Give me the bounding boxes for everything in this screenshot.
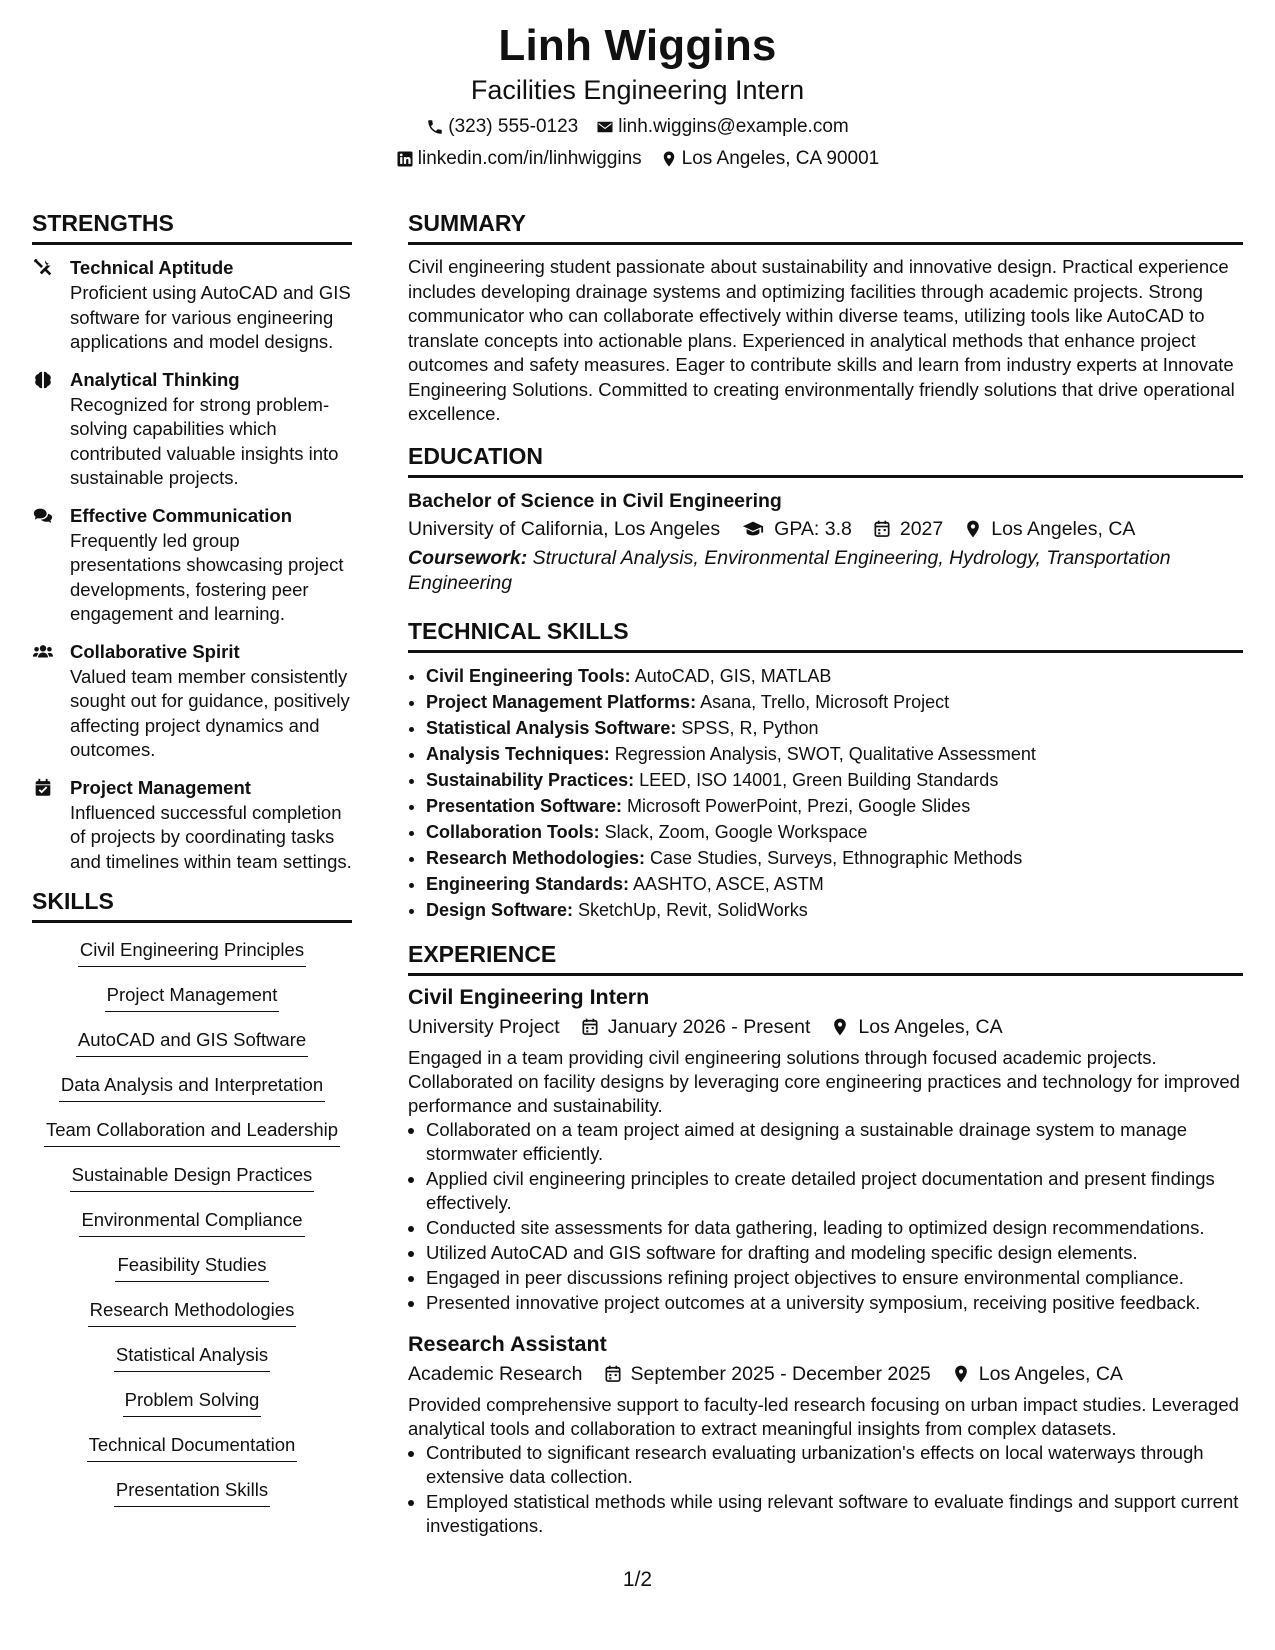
candidate-name: Linh Wiggins — [498, 21, 777, 70]
list-item: • Presentation Software: Microsoft PowerPoint, Prezi, Google Slides — [426, 793, 1243, 819]
education-meta — [408, 514, 1243, 544]
calendar-icon — [603, 1364, 623, 1384]
list-item: • Presented innovative project outcomes at a university symposium, receiving positive feedback. — [426, 1291, 1243, 1315]
strength-item — [32, 775, 352, 875]
skill-tag: Problem Solving — [32, 1387, 352, 1432]
job-org: Academic Research — [408, 1362, 583, 1385]
skill-tag: Data Analysis and Interpretation — [32, 1072, 352, 1117]
job-location: Los Angeles, CA — [951, 1359, 1123, 1389]
job-org: University Project — [408, 1015, 560, 1038]
right-column — [408, 208, 1243, 1552]
calendar-check-icon — [32, 777, 54, 799]
list-item: • Employed statistical methods while using relevant software to evaluate findings and support current investigations. — [426, 1490, 1243, 1538]
list-item: • Engineering Standards: AASHTO, ASCE, ASTM — [426, 871, 1243, 897]
email-contact[interactable] — [596, 114, 849, 140]
job-location: Los Angeles, CA — [830, 1012, 1002, 1042]
technical-skills-section — [408, 616, 1243, 923]
location-text: Los Angeles, CA 90001 — [681, 148, 880, 169]
calendar-icon — [872, 519, 892, 539]
calendar-icon — [580, 1017, 600, 1037]
strength-desc: Proficient using AutoCAD and GIS software for various engineering applications and model designs. — [70, 282, 351, 352]
education-location: Los Angeles, CA — [963, 514, 1135, 544]
phone-text: (323) 555-0123 — [448, 116, 579, 137]
job-bullets — [408, 1118, 1243, 1315]
list-item: • Collaborated on a team project aimed at designing a sustainable drainage system to manage stormwater efficiently. — [426, 1118, 1243, 1166]
strength-title: Effective Communication — [70, 504, 293, 526]
graduation-cap-icon — [740, 518, 766, 540]
list-item: • Project Management Platforms: Asana, Trello, Microsoft Project — [426, 689, 1243, 715]
comments-icon — [32, 505, 54, 527]
list-item: • Utilized AutoCAD and GIS software for drafting and modeling specific design elements. — [426, 1241, 1243, 1265]
brain-icon — [32, 369, 54, 391]
strength-desc: Influenced successful completion of projects by coordinating tasks and timelines within team settings. — [70, 801, 352, 872]
skill-tag: Technical Documentation — [32, 1432, 352, 1477]
list-item: • Sustainability Practices: LEED, ISO 14001, Green Building Standards — [426, 767, 1243, 793]
strength-title: Project Management — [70, 776, 251, 798]
experience-entry — [408, 1329, 1243, 1538]
strength-title: Technical Aptitude — [70, 257, 234, 278]
summary-title: SUMMARY — [408, 208, 1243, 245]
education-coursework: Coursework: Structural Analysis, Environmental Engineering, Hydrology, Transportation Engineering — [408, 546, 1171, 594]
skill-tag: Presentation Skills — [32, 1477, 352, 1522]
education-gpa: GPA: 3.8 — [740, 514, 852, 544]
phone-contact — [426, 114, 578, 140]
skill-tag: Research Methodologies — [32, 1297, 352, 1342]
strength-item — [32, 503, 352, 627]
strength-item — [32, 367, 352, 491]
list-item: • Analysis Techniques: Regression Analysis, SWOT, Qualitative Assessment — [426, 741, 1243, 767]
education-year: 2027 — [872, 514, 943, 544]
skill-tag: Statistical Analysis — [32, 1342, 352, 1387]
experience-title: EXPERIENCE — [408, 939, 1243, 976]
skills-title: SKILLS — [32, 886, 352, 923]
job-title: Civil Engineering Intern — [408, 984, 650, 1009]
left-column — [32, 208, 352, 1522]
education-school: University of California, Los Angeles — [408, 517, 721, 540]
technical-skills-list — [408, 663, 1243, 923]
job-dates: January 2026 - Present — [580, 1012, 811, 1042]
candidate-role: Facilities Engineering Intern — [470, 75, 805, 105]
skill-tag: Civil Engineering Principles — [32, 937, 352, 982]
list-item: • Design Software: SketchUp, Revit, SolidWorks — [426, 897, 1243, 923]
list-item: • Collaboration Tools: Slack, Zoom, Google Workspace — [426, 819, 1243, 845]
phone-icon — [426, 118, 444, 136]
education-degree: Bachelor of Science in Civil Engineering — [408, 489, 782, 512]
list-item: • Research Methodologies: Case Studies, Surveys, Ethnographic Methods — [426, 845, 1243, 871]
linkedin-contact[interactable] — [396, 146, 642, 172]
job-bullets — [408, 1441, 1243, 1538]
list-item: • Engaged in peer discussions refining project objectives to ensure environmental compliance. — [426, 1266, 1243, 1290]
job-meta — [408, 1359, 1243, 1389]
strength-desc: Valued team member consistently sought out for guidance, positively affecting project dynamics and outcomes. — [70, 665, 350, 760]
skill-tag: Project Management — [32, 982, 352, 1027]
skill-tag: Feasibility Studies — [32, 1252, 352, 1297]
technical-skills-title: TECHNICAL SKILLS — [408, 616, 1243, 653]
education-title: EDUCATION — [408, 441, 1243, 478]
job-meta — [408, 1012, 1243, 1042]
email-text[interactable]: linh.wiggins@example.com — [618, 116, 849, 137]
list-item: • Contributed to significant research evaluating urbanization's effects on local waterways through extensive data collection. — [426, 1441, 1243, 1489]
skill-tag: Team Collaboration and Leadership — [32, 1117, 352, 1162]
page-number: 1/2 — [622, 1568, 653, 1591]
map-pin-icon — [830, 1017, 850, 1037]
job-description: Engaged in a team providing civil engineering solutions through focused academic projects. Collaborated on facility designs by leveraging core engineering practices and technology for improved performance and sustainability. — [408, 1046, 1240, 1116]
resume-header — [0, 18, 1275, 172]
job-description: Provided comprehensive support to faculty-led research focusing on urban impact studies. Leveraged analytical tools and collaboration to extract meaningful insights from complex datasets. — [408, 1393, 1239, 1439]
map-pin-icon — [963, 519, 983, 539]
strength-title: Collaborative Spirit — [70, 640, 240, 662]
skill-tag: Sustainable Design Practices — [32, 1162, 352, 1207]
skills-section — [32, 886, 352, 1522]
summary-text: Civil engineering student passionate about sustainability and innovative design. Practical experience includes developing drainage systems and optimizing facilities through academic projects. Strong communicator who can collaborate effectively within diverse teams, utilizing tools like AutoCAD to translate concepts into actionable plans. Experienced in analytical methods that enhance project outcomes and safety measures. Eager to contribute skills and learn from industry experts at Innovate Engineering Solutions. Committed to creating environmentally friendly solutions that drive operational excellence. — [408, 256, 1235, 424]
skill-tag: AutoCAD and GIS Software — [32, 1027, 352, 1072]
strength-item — [32, 639, 352, 763]
tools-icon — [32, 257, 54, 279]
skill-tag: Environmental Compliance — [32, 1207, 352, 1252]
list-item: • Conducted site assessments for data gathering, leading to optimized design recommendations. — [426, 1216, 1243, 1240]
list-item: • Applied civil engineering principles to create detailed project documentation and present findings effectively. — [426, 1167, 1243, 1215]
users-icon — [32, 641, 54, 663]
list-item: • Civil Engineering Tools: AutoCAD, GIS, MATLAB — [426, 663, 1243, 689]
linkedin-text[interactable]: linkedin.com/in/linhwiggins — [417, 148, 642, 169]
list-item: • Statistical Analysis Software: SPSS, R, Python — [426, 715, 1243, 741]
contact-line-2 — [0, 146, 1275, 172]
strength-desc: Frequently led group presentations showcasing project developments, fostering peer engagement and learning. — [70, 529, 344, 624]
strength-desc: Recognized for strong problem-solving capabilities which contributed valuable insights into sustainable projects. — [70, 393, 339, 488]
job-title: Research Assistant — [408, 1331, 607, 1356]
strength-item — [32, 255, 352, 355]
location-contact — [660, 146, 880, 172]
contact-line-1 — [0, 114, 1275, 140]
map-pin-icon — [951, 1364, 971, 1384]
map-pin-icon — [660, 150, 678, 168]
strengths-title: STRENGTHS — [32, 208, 352, 245]
strength-title: Analytical Thinking — [70, 368, 240, 390]
job-dates: September 2025 - December 2025 — [603, 1359, 931, 1389]
experience-entry — [408, 982, 1243, 1315]
envelope-icon — [596, 118, 614, 136]
linkedin-icon — [396, 150, 414, 168]
